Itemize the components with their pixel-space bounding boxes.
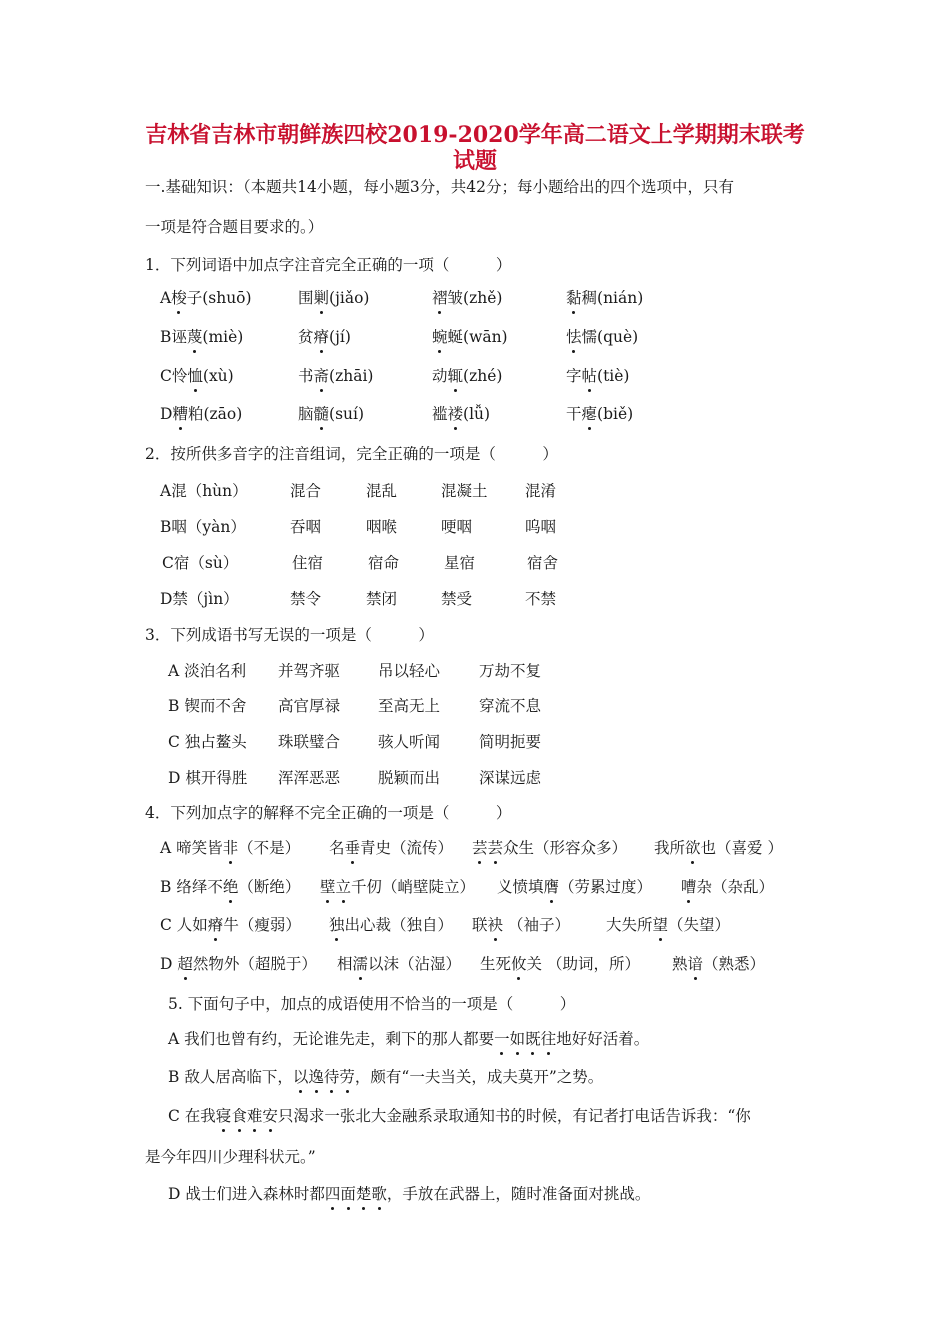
q3-option-b-idiom4: 穿流不息 <box>479 697 542 715</box>
q4-option-a-item2: 名垂青史（流传） <box>329 839 454 857</box>
q1-option-d-word2: 脑髓(suí) <box>298 405 365 423</box>
q1-option-b-word2: 贫瘠(jí) <box>298 328 351 346</box>
q2-option-b-word2: 咽喉 <box>366 518 398 536</box>
exam-title-line1: 吉林省吉林市朝鲜族四校2019-2020学年高二语文上学期期末联考 <box>145 122 805 148</box>
q4-option-a-item1: A 啼笑皆非（不是） <box>160 839 301 857</box>
q2-option-c-word3: 星宿 <box>444 554 476 572</box>
q2-option-b-reading: B咽（yàn） <box>160 518 246 536</box>
q5-option-b: B 敌人居高临下，以逸待劳，颇有“一夫当关，成夫莫开”之势。 <box>168 1068 604 1086</box>
q1-option-d-word3: 褴褛(lǚ) <box>432 405 491 423</box>
q2-option-a-reading: A混（hùn） <box>160 482 248 500</box>
q5-option-d: D 战士们进入森林时都四面楚歌，手放在武器上，随时准备面对挑战。 <box>168 1185 651 1203</box>
q4-option-d-item4: 熟谙（熟悉） <box>672 955 766 973</box>
q1-option-a-word4: 黏稠(nián) <box>566 289 644 307</box>
q5-option-c-line2: 是今年四川少理科状元。” <box>145 1148 316 1166</box>
q1-option-b-word4: 怯懦(què) <box>566 328 639 346</box>
q4-option-b-item1: B 络绎不绝（断绝） <box>160 878 301 896</box>
q3-option-d-idiom2: 浑浑恶恶 <box>278 769 341 787</box>
q1-option-a-word2: 围剿(jiǎo) <box>298 289 370 307</box>
q3-option-d-idiom1: D 棋开得胜 <box>168 769 248 787</box>
q2-option-d-word2: 禁闭 <box>366 590 398 608</box>
q5-option-a: A 我们也曾有约，无论谁先走，剩下的那人都要一如既往地好好活着。 <box>168 1030 650 1048</box>
q5-option-c-line1: C 在我寝食难安只渴求一张北大金融系录取通知书的时候，有记者打电话告诉我：“你 <box>168 1107 751 1125</box>
q4-option-c-item3: 联袂 （袖子） <box>472 916 570 934</box>
q3-option-b-idiom1: B 锲而不舍 <box>168 697 247 715</box>
q1-option-b-word1: B诬蔑(miè) <box>160 328 244 346</box>
section-intro-line1: 一.基础知识：（本题共14小题，每小题3分，共42分；每小题给出的四个选项中，只有 <box>145 178 734 196</box>
q2-option-b-word3: 哽咽 <box>441 518 473 536</box>
q3-option-c-idiom2: 珠联璧合 <box>278 733 341 751</box>
q4-option-a-item4: 我所欲也（喜爱 ） <box>654 839 783 857</box>
q2-option-b-word1: 吞咽 <box>290 518 322 536</box>
q1-stem: 1．下列词语中加点字注音完全正确的一项（ ） <box>145 256 512 274</box>
q1-option-b-word3: 蜿蜒(wān) <box>432 328 508 346</box>
q2-option-a-word2: 混乱 <box>366 482 398 500</box>
q4-option-d-item2: 相濡以沫（沾湿） <box>337 955 462 973</box>
q4-option-b-item2: 壁立千仞（峭壁陡立） <box>320 878 476 896</box>
q2-option-d-word4: 不禁 <box>525 590 557 608</box>
q1-option-c-word1: C怜恤(xù) <box>160 367 234 385</box>
q4-option-d-item3: 生死攸关 （助词，所） <box>480 955 640 973</box>
q2-option-d-reading: D禁（jìn） <box>160 590 239 608</box>
q5-stem: 5. 下面句子中，加点的成语使用不恰当的一项是（ ） <box>168 995 576 1013</box>
q1-option-d-word4: 干瘪(biě) <box>566 405 634 423</box>
q3-option-a-idiom4: 万劫不复 <box>479 662 542 680</box>
q1-option-c-word2: 书斋(zhāi) <box>298 367 374 385</box>
q3-option-a-idiom1: A 淡泊名利 <box>168 662 247 680</box>
q1-option-d-word1: D糟粕(zāo) <box>160 405 243 423</box>
q2-option-c-word1: 住宿 <box>292 554 324 572</box>
q2-option-c-word4: 宿舍 <box>527 554 559 572</box>
q4-option-d-item1: D 超然物外（超脱于） <box>160 955 317 973</box>
q4-option-b-item3: 义愤填膺（劳累过度） <box>497 878 653 896</box>
q1-option-a-word3: 褶皱(zhě) <box>432 289 503 307</box>
q2-option-a-word3: 混凝土 <box>441 482 488 500</box>
section-intro-line2: 一项是符合题目要求的。） <box>145 218 324 236</box>
q3-option-b-idiom2: 高官厚禄 <box>278 697 341 715</box>
q3-option-c-idiom1: C 独占鳌头 <box>168 733 247 751</box>
q2-option-b-word4: 呜咽 <box>525 518 557 536</box>
q2-option-a-word4: 混淆 <box>525 482 557 500</box>
q3-option-a-idiom3: 吊以轻心 <box>378 662 441 680</box>
q1-option-c-word3: 动辄(zhé) <box>432 367 503 385</box>
q3-stem: 3．下列成语书写无误的一项是（ ） <box>145 626 434 644</box>
q4-stem: 4．下列加点字的解释不完全正确的一项是（ ） <box>145 804 512 822</box>
q4-option-a-item3: 芸芸众生（形容众多） <box>472 839 628 857</box>
q3-option-d-idiom4: 深谋远虑 <box>479 769 542 787</box>
q3-option-b-idiom3: 至高无上 <box>378 697 441 715</box>
q4-option-c-item2: 独出心裁（独自） <box>329 916 454 934</box>
q1-option-a-word1: A梭子(shuō) <box>160 289 252 307</box>
exam-title-line2: 试题 <box>452 148 497 174</box>
q4-option-b-item4: 嘈杂（杂乱） <box>681 878 775 896</box>
q2-option-d-word1: 禁令 <box>290 590 322 608</box>
q1-option-c-word4: 字帖(tiè) <box>566 367 630 385</box>
q2-option-a-word1: 混合 <box>290 482 322 500</box>
q4-option-c-item1: C 人如瘠牛（瘦弱） <box>160 916 301 934</box>
q2-option-c-word2: 宿命 <box>368 554 400 572</box>
q2-stem: 2．按所供多音字的注音组词，完全正确的一项是（ ） <box>145 445 558 463</box>
q3-option-a-idiom2: 并驾齐驱 <box>278 662 341 680</box>
q2-option-c-reading: C宿（sù） <box>162 554 239 572</box>
q2-option-d-word3: 禁受 <box>441 590 473 608</box>
q3-option-d-idiom3: 脱颖而出 <box>378 769 441 787</box>
q3-option-c-idiom3: 骇人听闻 <box>378 733 441 751</box>
q3-option-c-idiom4: 简明扼要 <box>479 733 542 751</box>
q4-option-c-item4: 大失所望（失望） <box>606 916 731 934</box>
